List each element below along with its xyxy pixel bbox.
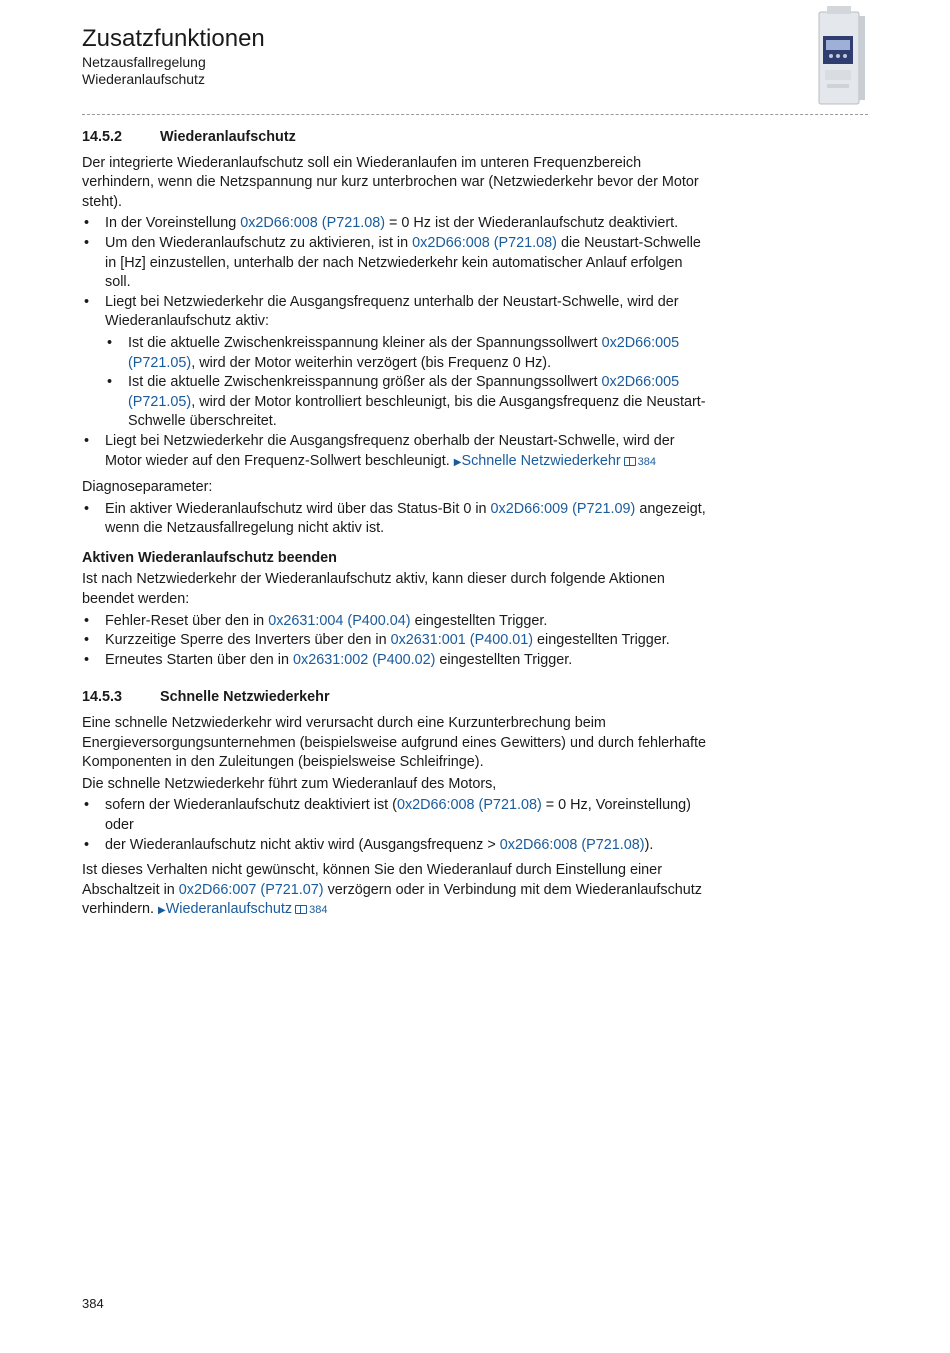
paragraph: Ist nach Netzwiederkehr der Wiederanlaufschutz aktiv, kann dieser durch folgende Aktionen beendet werden:	[82, 571, 665, 608]
nested-bullet-list	[105, 334, 712, 432]
page-header	[82, 24, 265, 88]
section-subtitle: Netzausfallregelung	[82, 54, 206, 70]
list-item: • Um den Wiederanlaufschutz zu aktivieren, ist in 0x2D66:008 (P721.08) die Neustart-Schwelle in [Hz] einzustellen, unterhalb der nach Netzwiederkehr kein automatischer Anlauf erfolgen soll.	[82, 234, 712, 293]
cross-reference-link[interactable]: ▶Wiederanlaufschutz 384	[158, 901, 328, 918]
page-number: 384	[82, 1296, 104, 1311]
parameter-link[interactable]: 0x2D66:008 (P721.08)	[499, 836, 645, 853]
list-item: • Liegt bei Netzwiederkehr die Ausgangsfrequenz unterhalb der Neustart-Schwelle, wird der Wiederanlaufschutz aktiv: • Ist die aktuelle Zwischenkreisspannung kleiner als der Spannungssollwert 0x2D66:005 (P721.05), wird der Motor weiterhin verzögert (bis Frequenz 0 Hz). • Ist die aktuelle Zwischenkreisspannung größer als der Spannungssollwert 0x2D66:005 (P721.05), wird der Motor kontrolliert beschleunigt, bis die Ausgangsfrequenz die Neustart-Schwelle überschreitet.	[82, 293, 712, 432]
chapter-title: Zusatzfunktionen	[82, 25, 265, 52]
list-item: • Liegt bei Netzwiederkehr die Ausgangsfrequenz oberhalb der Neustart-Schwelle, wird der Motor wieder auf den Frequenz-Sollwert beschleunigt. ▶Schnelle Netzwiederkehr 384	[82, 432, 712, 472]
subsection-subtitle: Wiederanlaufschutz	[82, 71, 205, 87]
list-item: • Kurzzeitige Sperre des Inverters über den in 0x2631:001 (P400.01) eingestellten Trigger.	[82, 631, 712, 651]
subheading: Aktiven Wiederanlaufschutz beenden	[82, 549, 337, 566]
bullet-list	[82, 796, 712, 855]
page-reference: 384	[637, 455, 657, 468]
parameter-link[interactable]: 0x2D66:005 (P721.05)	[128, 374, 680, 410]
bullet-list	[82, 214, 712, 472]
list-item: • Fehler-Reset über den in 0x2631:004 (P400.04) eingestellten Trigger.	[82, 612, 712, 632]
section-number: 14.5.3	[82, 689, 123, 706]
paragraph: Eine schnelle Netzwiederkehr wird verursacht durch eine Kurzunterbrechung beim Energieversorgungsunternehmen (beispielsweise aufgrund eines Gewitters) und durch fehlerhafte Komponenten in den Zuleitungen (beispielsweise Schleifringe).	[82, 715, 706, 771]
section-heading-14-5-3	[82, 688, 712, 708]
paragraph: Ist dieses Verhalten nicht gewünscht, können Sie den Wiederanlauf durch Einstellung einer Abschaltzeit in 0x2D66:007 (P721.07) verzögern oder in Verbindung mit dem Wiederanlaufschutz verhindern. ▶Wiederanlaufschutz 384	[82, 862, 702, 918]
paragraph: Die schnelle Netzwiederkehr führt zum Wiederanlauf des Motors,	[82, 775, 497, 792]
list-item: • Ein aktiver Wiederanlaufschutz wird über das Status-Bit 0 in 0x2D66:009 (P721.09) angezeigt, wenn die Netzausfallregelung nicht aktiv ist.	[82, 500, 712, 539]
header-divider	[82, 114, 868, 115]
section-number: 14.5.2	[82, 129, 123, 145]
parameter-link[interactable]: 0x2631:004 (P400.04)	[268, 612, 411, 629]
paragraph: Diagnoseparameter:	[82, 479, 213, 496]
triangle-right-icon: ▶	[453, 456, 462, 468]
parameter-link[interactable]: 0x2D66:009 (P721.09)	[490, 500, 636, 517]
page-content	[82, 128, 712, 921]
list-item: • Erneutes Starten über den in 0x2631:002 (P400.02) eingestellten Trigger.	[82, 651, 712, 671]
parameter-link[interactable]: 0x2631:002 (P400.02)	[293, 651, 436, 668]
list-item: • sofern der Wiederanlaufschutz deaktiviert ist (0x2D66:008 (P721.08) = 0 Hz, Voreinstellung) oder	[82, 796, 712, 835]
cross-reference-link[interactable]: ▶Schnelle Netzwiederkehr 384	[453, 452, 657, 469]
section-title: Schnelle Netzwiederkehr	[160, 689, 330, 706]
section-title: Wiederanlaufschutz	[160, 129, 296, 145]
bullet-list	[82, 612, 712, 671]
page-reference: 384	[309, 904, 328, 917]
parameter-link[interactable]: 0x2D66:005 (P721.05)	[128, 334, 680, 371]
paragraph: Der integrierte Wiederanlaufschutz soll ein Wiederanlaufen im unteren Frequenzbereich verhindern, wenn die Netzspannung nur kurz unterbrochen war (Netzwiederkehr bevor der Motor steht).	[82, 154, 699, 210]
parameter-link[interactable]: 0x2D66:008 (P721.08)	[240, 215, 386, 232]
parameter-link[interactable]: 0x2D66:007 (P721.07)	[178, 881, 324, 898]
parameter-link[interactable]: 0x2D66:008 (P721.08)	[412, 234, 557, 251]
triangle-right-icon: ▶	[158, 905, 166, 917]
list-item: • der Wiederanlaufschutz nicht aktiv wird (Ausgangsfrequenz > 0x2D66:008 (P721.08)).	[82, 836, 712, 856]
section-heading-14-5-2	[82, 128, 712, 148]
bullet-list	[82, 500, 712, 539]
book-icon	[624, 457, 636, 466]
parameter-link[interactable]: 0x2631:001 (P400.01)	[390, 632, 533, 649]
parameter-link[interactable]: 0x2D66:008 (P721.08)	[396, 797, 542, 814]
list-item: • Ist die aktuelle Zwischenkreisspannung kleiner als der Spannungssollwert 0x2D66:005 (P721.05), wird der Motor weiterhin verzögert (bis Frequenz 0 Hz).	[105, 334, 712, 373]
book-icon	[295, 905, 307, 914]
list-item: • Ist die aktuelle Zwischenkreisspannung größer als der Spannungssollwert 0x2D66:005 (P721.05), wird der Motor kontrolliert beschleunigt, bis die Ausgangsfrequenz die Neustart-Schwelle überschreitet.	[105, 373, 712, 432]
inverter-device-image	[813, 6, 867, 106]
list-item: • In der Voreinstellung 0x2D66:008 (P721.08) = 0 Hz ist der Wiederanlaufschutz deaktiviert.	[82, 214, 712, 234]
